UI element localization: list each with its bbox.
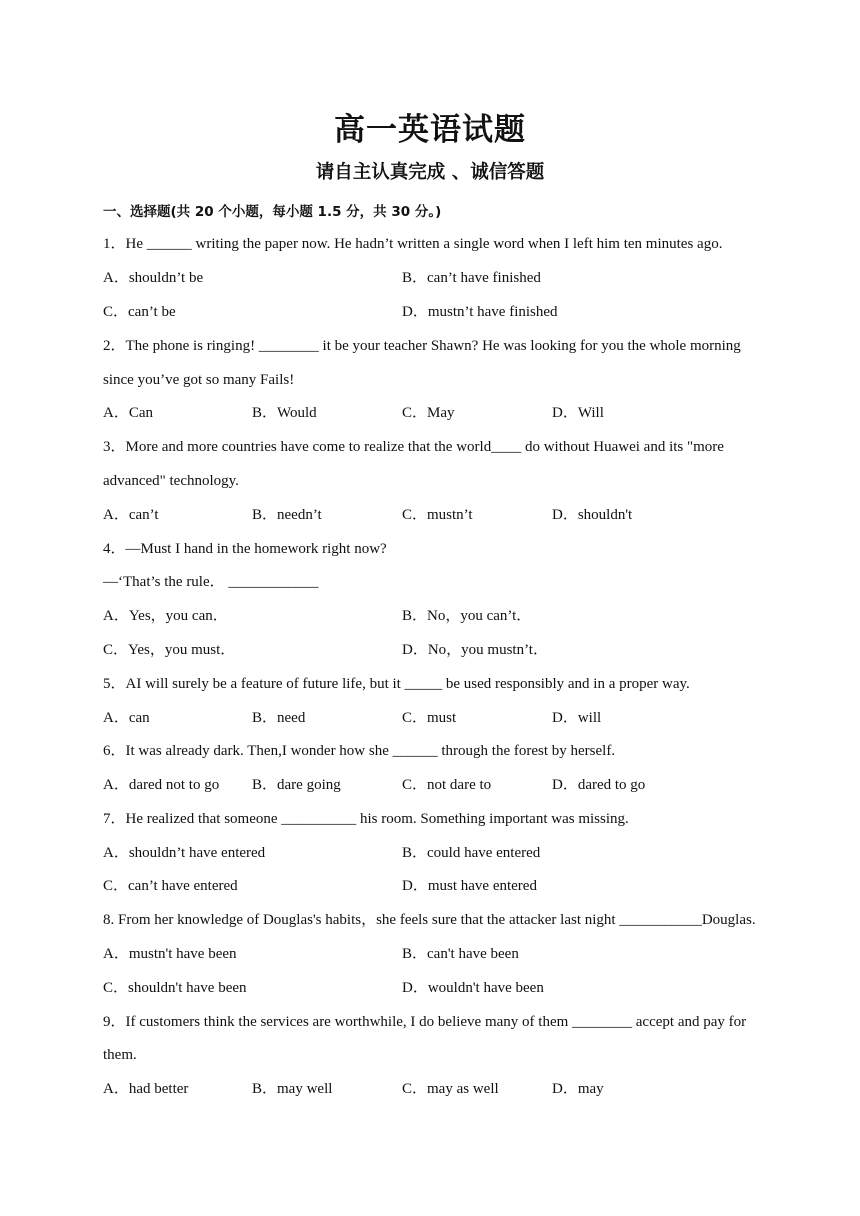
question-5-option-a[interactable]: A．can [103, 710, 150, 726]
question-5-option-b[interactable]: B．need [252, 710, 306, 726]
section-heading: 一、选择题(共 20 个小题，每小题 1.5 分，共 30 分。) [103, 204, 442, 220]
question-9-text: 9．If customers think the services are worthwhile, I do believe many of them ________ accept and pay for [103, 1014, 747, 1030]
page-subtitle: 请自主认真完成 、诚信答题 [315, 162, 545, 183]
question-1-option-a[interactable]: A．shouldn’t be [103, 270, 204, 286]
question-3-option-d[interactable]: D．shouldn't [552, 507, 633, 523]
question-1-option-d[interactable]: D．mustn’t have finished [402, 304, 558, 320]
question-9-option-d[interactable]: D．may [552, 1081, 604, 1097]
question-4-text-cont: —‘That’s the rule． ____________ [103, 574, 319, 590]
question-5-option-c[interactable]: C．must [402, 710, 457, 726]
question-6-option-a[interactable]: A．dared not to go [103, 777, 220, 793]
question-4-option-c[interactable]: C．Yes，you must． [103, 642, 236, 658]
question-9-option-a[interactable]: A．had better [103, 1081, 189, 1097]
question-4-option-d[interactable]: D．No，you mustn’t． [402, 642, 548, 658]
question-2-option-b[interactable]: B．Would [252, 405, 317, 421]
question-8-option-a[interactable]: A．mustn't have been [103, 946, 237, 962]
question-7-option-a[interactable]: A．shouldn’t have entered [103, 845, 266, 861]
question-9-text-cont: them. [103, 1047, 137, 1063]
question-9-option-c[interactable]: C．may as well [402, 1081, 499, 1097]
question-2-option-a[interactable]: A．Can [103, 405, 153, 421]
question-3-text-cont: advanced" technology. [103, 473, 239, 489]
question-6-option-c[interactable]: C．not dare to [402, 777, 492, 793]
question-6-option-b[interactable]: B．dare going [252, 777, 341, 793]
question-6-text: 6．It was already dark. Then,I wonder how she ______ through the forest by herself. [103, 743, 616, 759]
question-2-option-c[interactable]: C．May [402, 405, 455, 421]
question-3-option-c[interactable]: C．mustn’t [402, 507, 473, 523]
question-5-option-d[interactable]: D．will [552, 710, 602, 726]
question-3-option-b[interactable]: B．needn’t [252, 507, 322, 523]
question-8-option-c[interactable]: C．shouldn't have been [103, 980, 247, 996]
question-7-option-c[interactable]: C．can’t have entered [103, 878, 238, 894]
question-2-option-d[interactable]: D．Will [552, 405, 604, 421]
question-7-option-d[interactable]: D．must have entered [402, 878, 537, 894]
question-9-option-b[interactable]: B．may well [252, 1081, 333, 1097]
question-4-option-a[interactable]: A．Yes，you can． [103, 608, 228, 624]
question-4-text: 4．—Must I hand in the homework right now? [103, 541, 387, 557]
question-1-option-c[interactable]: C．can’t be [103, 304, 176, 320]
question-1-text: 1．He ______ writing the paper now. He hadn’t written a single word when I left him ten minutes ago. [103, 236, 723, 252]
question-5-text: 5．AI will surely be a feature of future life, but it _____ be used responsibly and in a proper way. [103, 676, 690, 692]
page-title: 高一英语试题 [334, 112, 526, 148]
question-2-text-cont: since you’ve got so many Fails! [103, 372, 295, 388]
question-3-text: 3．More and more countries have come to realize that the world____ do without Huawei and its "more [103, 439, 724, 455]
question-7-text: 7．He realized that someone __________ his room. Something important was missing. [103, 811, 629, 827]
question-4-option-b[interactable]: B．No，you can’t． [402, 608, 532, 624]
question-8-option-d[interactable]: D．wouldn't have been [402, 980, 544, 996]
question-2-text: 2．The phone is ringing! ________ it be your teacher Shawn? He was looking for you the whole morning [103, 338, 741, 354]
question-6-option-d[interactable]: D．dared to go [552, 777, 646, 793]
question-8-option-b[interactable]: B．can't have been [402, 946, 519, 962]
question-7-option-b[interactable]: B．could have entered [402, 845, 541, 861]
question-3-option-a[interactable]: A．can’t [103, 507, 159, 523]
question-1-option-b[interactable]: B．can’t have finished [402, 270, 541, 286]
question-8-text: 8. From her knowledge of Douglas's habits，she feels sure that the attacker last night ___________Douglas. [103, 912, 756, 928]
